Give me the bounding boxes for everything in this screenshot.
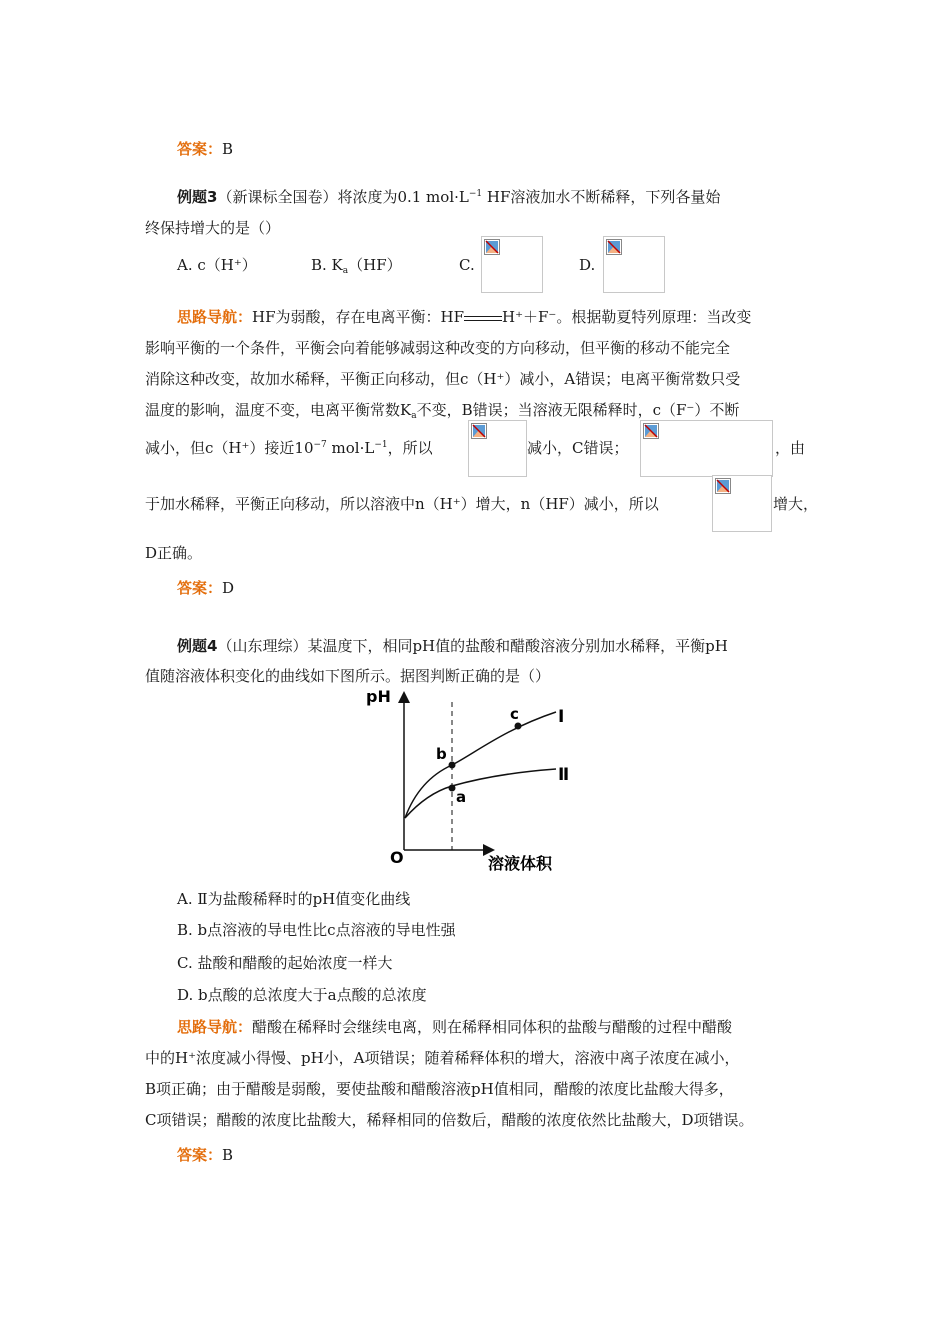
broken-image-icon bbox=[715, 478, 731, 494]
nav3-line6a: 于加水稀释，平衡正向移动，所以溶液中n（H⁺）增大，n（HF）减小，所以 bbox=[145, 495, 659, 513]
nav4-line2: 中的H⁺浓度减小得慢、pH小，A项错误；随着稀释体积的增大，溶液中离子浓度在减小， bbox=[145, 1049, 740, 1067]
example3-line1 bbox=[177, 187, 720, 207]
broken-image-icon bbox=[643, 423, 659, 439]
ratio-image-1 bbox=[468, 420, 527, 477]
point-a-label: a bbox=[456, 788, 467, 806]
broken-image-icon bbox=[484, 239, 500, 255]
nav3-line6b: 增大， bbox=[773, 495, 819, 513]
curve-I bbox=[405, 712, 556, 818]
answer-line bbox=[177, 578, 234, 598]
answer-label: 答案： bbox=[177, 140, 223, 158]
answer-label: 答案： bbox=[177, 579, 223, 597]
equilibrium-arrow-icon bbox=[464, 312, 502, 324]
nav4-label: 思路导航： bbox=[177, 1018, 253, 1036]
ex4-option-a: A. Ⅱ为盐酸稀释时的pH值变化曲线 bbox=[177, 890, 411, 908]
example4-title: 例题4 bbox=[177, 637, 218, 655]
example4-line1: 例题4（山东理综）某温度下，相同pH值的盐酸和醋酸溶液分别加水稀释，平衡pH bbox=[177, 637, 728, 655]
option-d-image bbox=[603, 236, 665, 293]
ph-dilution-chart bbox=[360, 686, 592, 874]
option-a: A. c（H⁺） bbox=[177, 256, 257, 274]
nav3-line1: 思路导航：HF为弱酸，存在电离平衡：HF H⁺＋F⁻。根据勒夏特列原理：当改变 bbox=[177, 308, 752, 326]
ratio-image-2 bbox=[640, 420, 773, 477]
ex4-option-d: D. b点酸的总浓度大于a点酸的总浓度 bbox=[177, 986, 427, 1004]
option-d: D. bbox=[579, 256, 596, 274]
point-b-label: b bbox=[436, 745, 447, 763]
nav3-line2: 影响平衡的一个条件，平衡会向着能够减弱这种改变的方向移动，但平衡的移动不能完全 bbox=[145, 339, 731, 357]
broken-image-icon bbox=[471, 423, 487, 439]
nav3-line3: 消除这种改变，故加水稀释，平衡正向移动，但c（H⁺）减小，A错误；电离平衡常数只受 bbox=[145, 370, 741, 388]
nav3-label: 思路导航： bbox=[177, 308, 253, 326]
origin-label: O bbox=[390, 848, 404, 867]
broken-image-icon bbox=[606, 239, 622, 255]
nav4-line1: 思路导航：醋酸在稀释时会继续电离，则在稀释相同体积的盐酸与醋酸的过程中醋酸 bbox=[177, 1018, 733, 1036]
nav3-line5c: ，由 bbox=[775, 439, 806, 457]
answer-line bbox=[177, 1145, 233, 1165]
point-a bbox=[449, 785, 456, 792]
nav3-line4: 温度的影响，温度不变，电离平衡常数$K_a$不变，B错误；当溶液无限稀释时，c（F⁻）不断 bbox=[145, 401, 740, 421]
series-I-label: Ⅰ bbox=[558, 707, 565, 727]
example3-line2: 终保持增大的是（） bbox=[145, 219, 281, 237]
x-axis-label: 溶液体积 bbox=[488, 854, 553, 873]
nav4-line4: C项错误；醋酸的浓度比盐酸大，稀释相同的倍数后，醋酸的浓度依然比盐酸大，D项错误。 bbox=[145, 1111, 754, 1129]
answer-value: D bbox=[222, 579, 235, 597]
series-II-label: Ⅱ bbox=[558, 765, 570, 785]
option-c-image bbox=[481, 236, 543, 293]
option-c: C. bbox=[459, 256, 475, 274]
point-c-label: c bbox=[510, 705, 519, 723]
example3-title: 例题3 bbox=[177, 188, 218, 206]
ex4-option-c: C. 盐酸和醋酸的起始浓度一样大 bbox=[177, 954, 393, 972]
answer-value: B bbox=[222, 1146, 234, 1164]
nav3-line5b: 减小，C错误； bbox=[527, 439, 629, 457]
nav3-line7: D正确。 bbox=[145, 544, 203, 562]
nav3-line5a: 减小，但c（H⁺）接近$10^{-7}$ $mol\cdot L^{-1}$，所以 bbox=[145, 439, 433, 457]
example3-text: （新课标全国卷）将浓度为0.1 $mol\cdot L^{-1}$ HF溶液加水不断稀释，下列各量始 bbox=[217, 188, 721, 206]
answer-line bbox=[177, 139, 233, 159]
nav4-line3: B项正确；由于醋酸是弱酸，要使盐酸和醋酸溶液pH值相同，醋酸的浓度比盐酸大得多， bbox=[145, 1080, 734, 1098]
answer-value: B bbox=[222, 140, 234, 158]
ratio-image-3 bbox=[712, 475, 772, 532]
y-axis-label: pH bbox=[366, 687, 391, 706]
point-c bbox=[515, 723, 522, 730]
answer-label: 答案： bbox=[177, 1146, 223, 1164]
example4-line2: 值随溶液体积变化的曲线如下图所示。据图判断正确的是（） bbox=[145, 667, 551, 685]
option-b: B. $K_a(HF)$ bbox=[311, 256, 402, 276]
ex4-option-b: B. b点溶液的导电性比c点溶液的导电性强 bbox=[177, 921, 456, 939]
curve-II bbox=[405, 769, 556, 818]
point-b bbox=[449, 762, 456, 769]
